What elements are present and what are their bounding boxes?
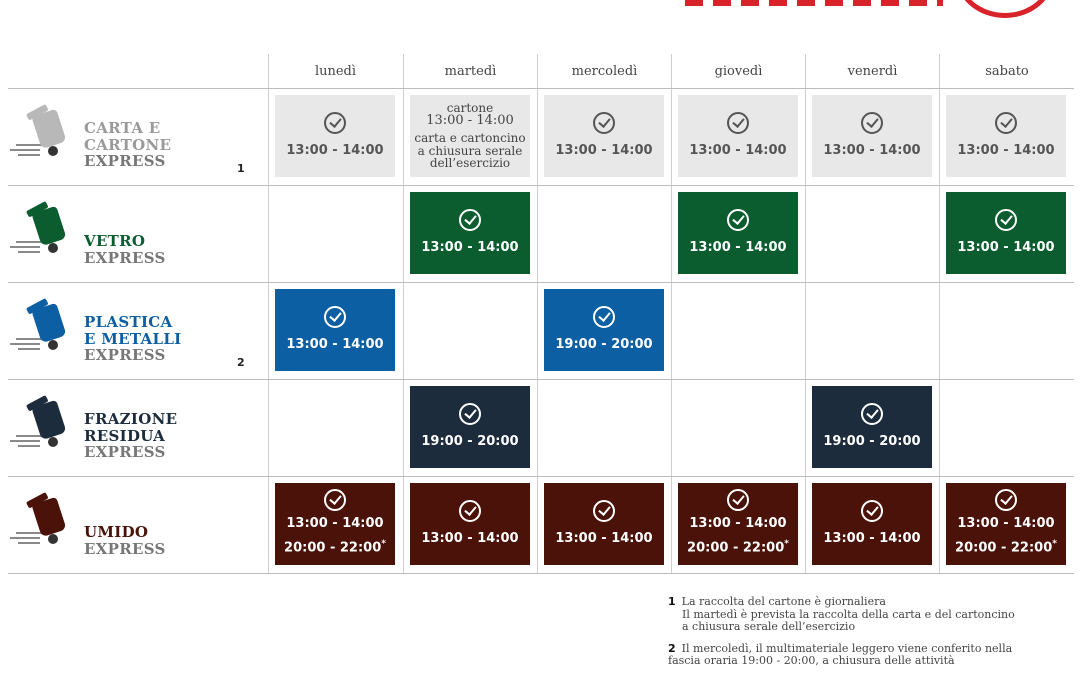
- slot-time-text: 13:00 - 14:00: [421, 239, 519, 255]
- footnote-text: Il mercoledì, il multimateriale leggero viene conferito nella: [681, 641, 1013, 655]
- waste-type-name-line2: E METALLI: [84, 329, 182, 348]
- check-circle-icon: [995, 112, 1017, 134]
- slot-time-text: 13:00 - 14:00: [286, 336, 384, 352]
- check-circle-icon: [727, 112, 749, 134]
- check-circle-icon: [324, 489, 346, 511]
- waste-type-name-line2: RESIDUA: [84, 426, 166, 445]
- slot-time: [957, 237, 1054, 258]
- schedule-slot: [544, 483, 664, 565]
- slot-time: [823, 528, 920, 549]
- check-circle-icon: [593, 500, 615, 522]
- slot-time-text: 13:00 - 14:00: [555, 142, 653, 158]
- footnote-text: fascia oraria 19:00 - 20:00, a chiusura delle attività: [668, 654, 955, 667]
- check-circle-icon: [593, 306, 615, 328]
- slot-time-text: 19:00 - 20:00: [421, 433, 519, 449]
- footnote-ref: 1: [237, 162, 245, 175]
- slot-time-text: 20:00 - 22:00: [687, 540, 785, 556]
- special-line: cartone: [446, 101, 494, 116]
- waste-bin-icon: [8, 304, 78, 364]
- slot-time: [955, 534, 1057, 558]
- schedule-slot: [812, 95, 932, 177]
- slot-time: [555, 528, 652, 549]
- schedule-slot: [275, 289, 395, 371]
- schedule-slot: [812, 386, 932, 468]
- header-logo-circle: [955, 0, 1055, 18]
- slot-time-text: 20:00 - 22:00: [955, 540, 1053, 556]
- waste-type-label: [8, 282, 268, 378]
- check-circle-icon: [995, 489, 1017, 511]
- slot-time-text: 13:00 - 14:00: [689, 239, 787, 255]
- check-circle-icon: [861, 403, 883, 425]
- check-circle-icon: [593, 112, 615, 134]
- footnote-number: 1: [668, 595, 676, 608]
- waste-type-label: [8, 185, 268, 281]
- waste-type-name-line1: UMIDO: [84, 523, 149, 541]
- waste-bin-icon: [8, 207, 78, 267]
- day-header: martedì: [403, 54, 537, 88]
- slot-time-text: 20:00 - 22:00: [284, 540, 382, 556]
- waste-type-name: [84, 120, 171, 170]
- speed-lines-icon: [10, 435, 40, 449]
- check-circle-icon: [324, 306, 346, 328]
- bin-wheel-icon: [48, 146, 58, 156]
- footnote: [668, 596, 1068, 634]
- slot-time: [421, 528, 518, 549]
- check-circle-icon: [861, 500, 883, 522]
- speed-lines-icon: [10, 241, 40, 255]
- day-header: giovedì: [671, 54, 805, 88]
- waste-type-name-line1: CARTA E: [84, 119, 161, 137]
- check-circle-icon: [459, 209, 481, 231]
- schedule-slot: [946, 95, 1066, 177]
- slot-time: [555, 140, 652, 161]
- footnote-ref: 2: [237, 356, 245, 369]
- day-header: venerdì: [805, 54, 939, 88]
- check-circle-icon: [324, 112, 346, 134]
- schedule-slot-special: [410, 95, 530, 177]
- row-divider: [8, 573, 1074, 574]
- schedule-slot: [678, 483, 798, 565]
- waste-type-name-line1: PLASTICA: [84, 313, 173, 331]
- slot-time: [286, 513, 383, 534]
- schedule-slot: [678, 95, 798, 177]
- slot-time: [823, 140, 920, 161]
- waste-type-express: EXPRESS: [84, 248, 166, 267]
- day-header: lunedì: [268, 54, 402, 88]
- slot-time: [421, 237, 518, 258]
- bin-wheel-icon: [48, 534, 58, 544]
- footnote-text: a chiusura serale dell’esercizio: [682, 620, 856, 633]
- schedule-slot: [410, 192, 530, 274]
- slot-time-text: 13:00 - 14:00: [421, 530, 519, 546]
- waste-type-express: EXPRESS: [84, 539, 166, 558]
- table-row: [8, 476, 1074, 573]
- day-header: mercoledì: [537, 54, 671, 88]
- footnote-number: 2: [668, 641, 676, 655]
- waste-type-name: [84, 411, 177, 461]
- slot-time: [689, 513, 786, 534]
- slot-time-text: 13:00 - 14:00: [286, 516, 384, 532]
- waste-bin-icon: [8, 498, 78, 558]
- schedule-slot: [275, 483, 395, 565]
- waste-type-name: [84, 233, 166, 266]
- slot-time: [823, 431, 920, 452]
- slot-time-text: 13:00 - 14:00: [823, 142, 921, 158]
- slot-time: [421, 431, 518, 452]
- waste-type-express: EXPRESS: [84, 152, 166, 170]
- waste-type-label: [8, 476, 268, 572]
- footnote-line: [668, 621, 1068, 634]
- waste-type-name-line1: VETRO: [84, 232, 146, 250]
- special-line: carta e cartoncino: [414, 131, 526, 146]
- table-row: [8, 282, 1074, 379]
- table-row: [8, 185, 1074, 282]
- slot-time: [555, 334, 652, 355]
- waste-bin-icon: [8, 110, 78, 170]
- schedule-slot: [812, 483, 932, 565]
- schedule-slot: [946, 483, 1066, 565]
- slot-time: [286, 140, 383, 161]
- slot-time: [687, 534, 789, 558]
- footnote: [668, 643, 1068, 668]
- waste-type-name: [84, 314, 181, 364]
- speed-lines-icon: [10, 532, 40, 546]
- check-circle-icon: [727, 209, 749, 231]
- waste-type-name-line2: CARTONE: [84, 135, 172, 154]
- schedule-slot: [544, 95, 664, 177]
- bin-wheel-icon: [48, 243, 58, 253]
- schedule-slot: [410, 386, 530, 468]
- special-time: 13:00 - 14:00: [426, 112, 514, 128]
- slot-time: [286, 334, 383, 355]
- check-circle-icon: [459, 500, 481, 522]
- schedule-slot: [410, 483, 530, 565]
- slot-time-text: 13:00 - 14:00: [689, 142, 787, 158]
- table-row: [8, 379, 1074, 476]
- slot-time: [284, 534, 386, 558]
- schedule-slot: [946, 192, 1066, 274]
- waste-type-label: [8, 88, 268, 184]
- slot-time-text: 13:00 - 14:00: [957, 142, 1055, 158]
- slot-time-text: 19:00 - 20:00: [823, 433, 921, 449]
- schedule-slot: [678, 192, 798, 274]
- day-header: sabato: [939, 54, 1074, 88]
- asterisk-mark: *: [784, 539, 789, 550]
- waste-type-express: EXPRESS: [84, 443, 166, 461]
- schedule-slot: [544, 289, 664, 371]
- special-line: a chiusura serale: [417, 143, 523, 158]
- check-circle-icon: [459, 403, 481, 425]
- slot-time-text: 13:00 - 14:00: [689, 516, 787, 532]
- asterisk-mark: *: [381, 539, 386, 550]
- slot-time-text: 19:00 - 20:00: [555, 336, 653, 352]
- header-title-fragment: [685, 0, 943, 6]
- slot-time-text: 13:00 - 14:00: [823, 530, 921, 546]
- slot-time: [957, 140, 1054, 161]
- special-line: dell’esercizio: [429, 156, 511, 171]
- slot-time-text: 13:00 - 14:00: [957, 239, 1055, 255]
- check-circle-icon: [861, 112, 883, 134]
- slot-time-text: 13:00 - 14:00: [555, 530, 653, 546]
- bin-wheel-icon: [48, 437, 58, 447]
- schedule-slot: [275, 95, 395, 177]
- waste-type-express: EXPRESS: [84, 346, 166, 364]
- footnotes: [668, 596, 1068, 677]
- footnote-text: La raccolta del cartone è giornaliera: [681, 595, 886, 608]
- slot-time: [689, 237, 786, 258]
- footnote-text: Il martedì è prevista la raccolta della carta e del cartoncino: [682, 607, 1015, 621]
- slot-time: [689, 140, 786, 161]
- slot-time-text: 13:00 - 14:00: [286, 142, 384, 158]
- speed-lines-icon: [10, 144, 40, 158]
- bin-wheel-icon: [48, 340, 58, 350]
- waste-type-label: [8, 379, 268, 475]
- check-circle-icon: [995, 209, 1017, 231]
- waste-type-name: [84, 524, 166, 557]
- table-row: [8, 88, 1074, 185]
- slot-time-text: 13:00 - 14:00: [957, 516, 1055, 532]
- speed-lines-icon: [10, 338, 40, 352]
- waste-bin-icon: [8, 401, 78, 461]
- footnote-line: [668, 655, 1068, 668]
- slot-time: [957, 513, 1054, 534]
- waste-type-name-line1: FRAZIONE: [84, 410, 178, 428]
- check-circle-icon: [727, 489, 749, 511]
- asterisk-mark: *: [1052, 539, 1057, 550]
